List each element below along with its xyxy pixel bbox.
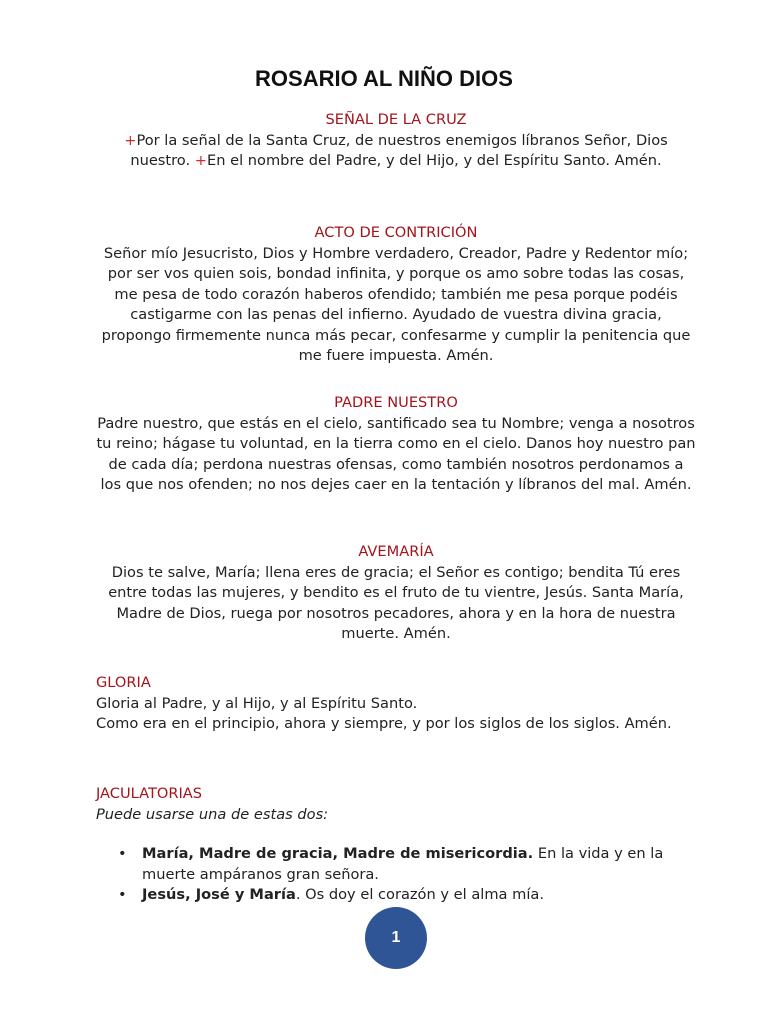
- page-number-badge: 1: [365, 907, 427, 969]
- list-item: [96, 844, 696, 885]
- cross-icon: +: [124, 131, 137, 149]
- list-item-bold: Jesús, José y María: [142, 886, 296, 903]
- section-text: Padre nuestro, que estás en el cielo, santificado sea tu Nombre; venga a nosotros tu reino; hágase tu voluntad, en la tierra como en el cielo. Danos hoy nuestro pan de cada día; perdona nuestras ofensas, como también nosotros perdonamos a los que nos ofenden; no nos dejes caer en la tentación y líbranos del mal. Amén.: [96, 414, 696, 493]
- section-jaculatorias: [96, 784, 696, 906]
- section-text-line: Como era en el principio, ahora y siempre, y por los siglos de los siglos. Amén.: [96, 715, 672, 732]
- section-heading: AVEMARÍA: [358, 543, 434, 560]
- section-heading: JACULATORIAS: [96, 785, 203, 802]
- section-text: Señor mío Jesucristo, Dios y Hombre verdadero, Creador, Padre y Redentor mío; por ser vos quien sois, bondad infinita, y porque os amo sobre todas las cosas, me pesa de todo corazón haberos ofendido; también me pesa porque podéis castigarme con las penas del infierno. Ayudado de vuestra divina gracia, propongo firmemente nunca más pecar, confesarme y cumplir la penitencia que me fuere impuesta. Amén.: [101, 244, 691, 364]
- section-gloria: [96, 673, 696, 735]
- section-heading: GLORIA: [96, 674, 151, 691]
- bullet-icon: •: [118, 845, 127, 862]
- section-padre-nuestro: [96, 393, 696, 496]
- section-acto-de-contricion: [96, 223, 696, 367]
- bullet-icon: •: [118, 886, 127, 903]
- section-text-line: Gloria al Padre, y al Hijo, y al Espíritu Santo.: [96, 694, 418, 712]
- section-heading: PADRE NUESTRO: [334, 394, 458, 411]
- section-text: Dios te salve, María; llena eres de gracia; el Señor es contigo; bendita Tú eres entre todas las mujeres, y bendito es el fruto de tu vientre, Jesús. Santa María, Madre de Dios, ruega por nosotros pecadores, ahora y en la hora de nuestra muerte. Amén.: [108, 563, 684, 642]
- list-item-bold: María, Madre de gracia, Madre de misericordia.: [142, 845, 534, 862]
- list-item-text: En la vida y en la muerte ampáranos gran señora.: [142, 845, 664, 883]
- section-intro: Puede usarse una de estas dos:: [96, 805, 329, 823]
- section-avemaria: [96, 542, 696, 645]
- section-heading: ACTO DE CONTRICIÓN: [314, 224, 478, 241]
- section-text: [96, 131, 696, 172]
- section-senal-de-la-cruz: [96, 110, 696, 172]
- cross-icon: +: [194, 152, 207, 169]
- section-heading: SEÑAL DE LA CRUZ: [325, 111, 467, 128]
- list-item-text: . Os doy el corazón y el alma mía.: [295, 886, 544, 903]
- page-title: ROSARIO AL NIÑO DIOS: [255, 66, 513, 91]
- prayer-text: Por la señal de la Santa Cruz, de nuestros enemigos líbranos Señor, Dios nuestro.: [130, 131, 668, 169]
- prayer-text: En el nombre del Padre, y del Hijo, y del Espíritu Santo. Amén.: [207, 152, 662, 169]
- list-item: [96, 885, 696, 906]
- jaculatorias-list: [96, 844, 696, 906]
